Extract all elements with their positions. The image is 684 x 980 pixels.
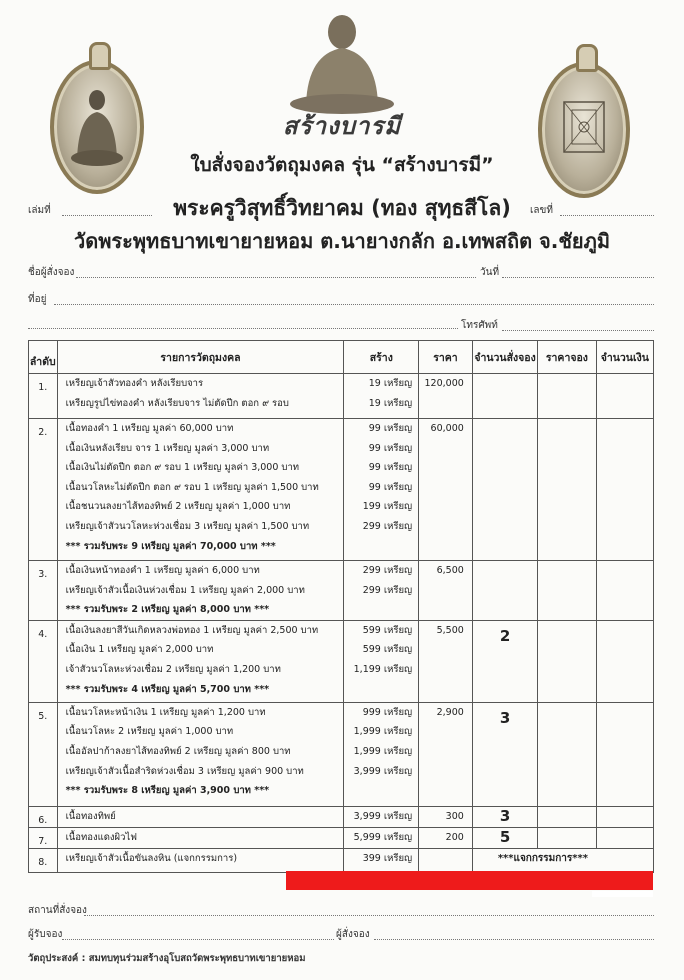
- item-line: เนื้อเงินหลังเรียบ จาร 1 เหรียญ มูลค่า 3,000 บาท: [65, 442, 270, 454]
- item-line: เนื้อทองทิพย์: [65, 810, 116, 822]
- row-made: [344, 561, 419, 621]
- order-qty-value: 5: [499, 827, 511, 846]
- row-made: [344, 806, 419, 827]
- row-order-price[interactable]: [538, 702, 596, 806]
- row-no: 6.: [29, 806, 58, 827]
- qty-line: 999 เหรียญ: [362, 706, 413, 718]
- item-line: เนื้อเงินไม่ตัดปีก ตอก ๙ รอบ 1 เหรียญ มูลค่า 3,000 บาท: [65, 462, 300, 474]
- item-line: เหรียญเจ้าสัวเนื้อเงินห่วงเชื่อม 1 เหรียญ มูลค่า 2,000 บาท: [65, 584, 305, 596]
- address-field-2[interactable]: [28, 327, 458, 329]
- orderer-name-field[interactable]: [76, 276, 476, 278]
- price-value: 60,000: [430, 423, 464, 434]
- phone-label: โทรศัพท์: [461, 320, 498, 331]
- qty-line: 3,999 เหรียญ: [353, 810, 413, 822]
- row-price: [419, 561, 473, 621]
- row-order-price[interactable]: [538, 419, 596, 561]
- item-line: เนื้อนวโลหะไม่ตัดปีก ตอก ๙ รอบ 1 เหรียญ มูลค่า 1,500 บาท: [65, 481, 319, 493]
- receiver-label: ผู้รับจอง: [28, 929, 63, 940]
- orderer-name-label: ชื่อผู้สั่งจอง: [28, 267, 75, 278]
- redaction-bar: [286, 871, 653, 890]
- row-order-qty[interactable]: [472, 419, 537, 561]
- table-row: [29, 419, 654, 561]
- row-no: 7.: [29, 827, 58, 848]
- order-qty-value: [473, 419, 537, 425]
- order-qty-value: 2: [499, 626, 511, 645]
- medal-bail: [576, 44, 598, 72]
- row-no: 5.: [29, 702, 58, 806]
- price-value: 2,900: [436, 706, 464, 718]
- qty-line: 99 เหรียญ: [368, 423, 413, 434]
- place-field[interactable]: [84, 914, 654, 916]
- committee-note: ***แจกกรรมการ***: [497, 852, 588, 864]
- table-row: [29, 806, 654, 827]
- row-order-price[interactable]: [538, 806, 596, 827]
- row-no: 1.: [29, 374, 58, 419]
- price-value: [419, 849, 472, 869]
- item-line: เนื้อนวโลหะหน้าเงิน 1 เหรียญ มูลค่า 1,200 บาท: [65, 706, 266, 718]
- item-line: เนื้อทองแดงผิวไฟ: [65, 831, 137, 843]
- item-line: เนื้อเงินหน้าทองคำ 1 เหรียญ มูลค่า 6,000 บาท: [65, 565, 260, 576]
- address-field-1[interactable]: [54, 303, 654, 305]
- qty-line: 1,999 เหรียญ: [353, 745, 413, 757]
- qty-line: 299 เหรียญ: [362, 584, 413, 596]
- monk-name: พระครูวิสุทธิ์วิทยาคม (ทอง สุทฺธสีโล): [173, 196, 511, 220]
- row-order-price[interactable]: [538, 620, 596, 702]
- no-label: เลขที่: [530, 205, 553, 216]
- price-value: 6,500: [436, 565, 464, 576]
- item-line: เนื้อชนวนลงยาไส้ทองทิพย์ 2 เหรียญ มูลค่า 1,000 บาท: [65, 501, 291, 513]
- row-items: [57, 848, 344, 872]
- date-label: วันที่: [480, 267, 500, 278]
- col-made: สร้าง: [344, 341, 419, 374]
- row-no: 4.: [29, 620, 58, 702]
- order-qty-value: [473, 561, 537, 567]
- qty-line: 5,999 เหรียญ: [353, 831, 413, 843]
- date-field[interactable]: [502, 276, 654, 278]
- form-title: ใบสั่งจองวัตถุมงคล รุ่น “สร้างบารมี”: [190, 154, 494, 176]
- committee-note-cell: [472, 848, 653, 872]
- row-items: [57, 374, 344, 419]
- table-row: [29, 848, 654, 872]
- price-value: 200: [445, 831, 464, 843]
- row-amount[interactable]: [596, 620, 653, 702]
- items-table: [28, 340, 654, 873]
- row-order-qty[interactable]: [472, 374, 537, 419]
- item-summary: *** รวมรับพระ 4 เหรียญ มูลค่า 5,700 บาท ***: [65, 683, 270, 695]
- table-row: [29, 620, 654, 702]
- row-made: [344, 848, 419, 872]
- qty-line: 1,999 เหรียญ: [353, 726, 413, 738]
- place-label: สถานที่สั่งจอง: [28, 905, 87, 916]
- row-made: [344, 702, 419, 806]
- table-header-row: [29, 341, 654, 374]
- item-line: เนื้อเงินลงยาสีวันเกิดหลวงพ่อทอง 1 เหรียญ มูลค่า 2,500 บาท: [65, 624, 319, 636]
- no-field[interactable]: [560, 214, 654, 216]
- table-row: [29, 827, 654, 848]
- qty-line: 599 เหรียญ: [362, 624, 413, 636]
- row-price: [419, 419, 473, 561]
- receiver-field[interactable]: [62, 938, 334, 940]
- row-items: [57, 620, 344, 702]
- row-amount[interactable]: [596, 374, 653, 419]
- item-line: เหรียญเจ้าสัวนวโลหะห่วงเชื่อม 3 เหรียญ มูลค่า 1,500 บาท: [65, 520, 310, 532]
- qty-line: 99 เหรียญ: [368, 442, 413, 454]
- row-amount[interactable]: [596, 806, 653, 827]
- row-amount[interactable]: [596, 561, 653, 621]
- item-summary: *** รวมรับพระ 8 เหรียญ มูลค่า 3,900 บาท ***: [65, 785, 270, 797]
- row-order-price[interactable]: [538, 827, 596, 848]
- row-items: [57, 561, 344, 621]
- row-order-price[interactable]: [538, 561, 596, 621]
- row-items: [57, 827, 344, 848]
- order-qty-value: [473, 374, 537, 380]
- col-order-qty: จำนวนสั่งจอง: [472, 341, 537, 374]
- row-made: [344, 419, 419, 561]
- qty-line: 99 เหรียญ: [368, 481, 413, 493]
- qty-line: 1,199 เหรียญ: [353, 663, 413, 675]
- table-row: [29, 374, 654, 419]
- row-order-qty[interactable]: [472, 620, 537, 702]
- row-order-price[interactable]: [538, 374, 596, 419]
- row-price: [419, 702, 473, 806]
- row-order-qty[interactable]: [472, 702, 537, 806]
- medal-bail: [89, 42, 111, 70]
- row-items: [57, 419, 344, 561]
- item-summary: *** รวมรับพระ 2 เหรียญ มูลค่า 8,000 บาท ***: [65, 604, 270, 616]
- price-value: 5,500: [436, 624, 464, 636]
- col-amount: จำนวนเงิน: [596, 341, 653, 374]
- row-order-qty[interactable]: [472, 561, 537, 621]
- orderer-sign-field[interactable]: [374, 938, 654, 940]
- qty-line: 399 เหรียญ: [362, 852, 413, 864]
- book-no-field[interactable]: [62, 214, 152, 216]
- book-no-label: เล่มที่: [28, 205, 51, 216]
- row-price: [419, 620, 473, 702]
- monk-portrait: [282, 6, 402, 116]
- item-line: เหรียญรูปไข่ทองคำ หลังเรียบจาร ไม่ตัดปีก ตอก ๙ รอบ: [65, 397, 289, 409]
- row-items: [57, 806, 344, 827]
- qty-line: 299 เหรียญ: [362, 565, 413, 576]
- item-line: เจ้าสัวนวโลหะห่วงเชื่อม 2 เหรียญ มูลค่า 1,200 บาท: [65, 663, 281, 675]
- orderer-sign-label: ผู้สั่งจอง: [336, 929, 370, 940]
- redaction-box: [592, 891, 653, 897]
- col-items: รายการวัตถุมงคล: [57, 341, 344, 374]
- phone-field[interactable]: [502, 329, 654, 331]
- logo-text: สร้างบารมี: [282, 111, 402, 140]
- qty-line: 299 เหรียญ: [362, 520, 413, 532]
- item-line: เหรียญเจ้าสัวทองคำ หลังเรียบจาร: [65, 378, 204, 389]
- row-price: [419, 827, 473, 848]
- item-line: เหรียญเจ้าสัวเนื้อสำริดห่วงเชื่อม 3 เหรียญ มูลค่า 900 บาท: [65, 765, 304, 777]
- item-line: เนื้ออัลปาก้าลงยาไส้ทองทิพย์ 2 เหรียญ มูลค่า 800 บาท: [65, 745, 291, 757]
- temple-address: วัดพระพุทธบาทเขายายหอม ต.นายางกลัก อ.เทพสถิต จ.ชัยภูมิ: [73, 229, 610, 253]
- col-price: ราคา: [419, 341, 473, 374]
- item-line: เนื้อทองคำ 1 เหรียญ มูลค่า 60,000 บาท: [65, 423, 234, 434]
- row-amount[interactable]: [596, 827, 653, 848]
- item-line: เนื้อเงิน 1 เหรียญ มูลค่า 2,000 บาท: [65, 644, 214, 656]
- address-label: ที่อยู่: [28, 294, 47, 305]
- qty-line: 199 เหรียญ: [362, 501, 413, 513]
- row-no: 8.: [29, 848, 58, 872]
- item-line: เนื้อนวโลหะ 2 เหรียญ มูลค่า 1,000 บาท: [65, 726, 234, 738]
- item-line: เหรียญเจ้าสัวเนื้อขันลงหิน (แจกกรรมการ): [65, 852, 238, 864]
- row-made: [344, 374, 419, 419]
- price-value: 120,000: [424, 378, 464, 389]
- row-no: 3.: [29, 561, 58, 621]
- qty-line: 99 เหรียญ: [368, 462, 413, 474]
- qty-line: 3,999 เหรียญ: [353, 765, 413, 777]
- row-order-qty[interactable]: [472, 806, 537, 827]
- row-order-qty[interactable]: [472, 827, 537, 848]
- qty-line: 599 เหรียญ: [362, 644, 413, 656]
- col-order-price: ราคาจอง: [538, 341, 596, 374]
- row-amount[interactable]: [596, 702, 653, 806]
- row-no: 2.: [29, 419, 58, 561]
- table-row: [29, 561, 654, 621]
- purpose-text: วัตถุประสงค์ : สมทบทุนร่วมสร้างอุโบสถวัดพระพุทธบาทเขายายหอม: [28, 953, 306, 964]
- col-no: ลำดับ: [29, 341, 58, 374]
- row-made: [344, 620, 419, 702]
- table-row: [29, 702, 654, 806]
- order-qty-value: 3: [499, 708, 511, 727]
- order-qty-value: 3: [499, 806, 511, 825]
- row-amount[interactable]: [596, 419, 653, 561]
- row-made: [344, 827, 419, 848]
- qty-line: 19 เหรียญ: [368, 378, 413, 389]
- row-price: [419, 374, 473, 419]
- item-summary: *** รวมรับพระ 9 เหรียญ มูลค่า 70,000 บาท ***: [65, 540, 276, 552]
- price-value: 300: [445, 810, 464, 822]
- row-price: [419, 806, 473, 827]
- row-items: [57, 702, 344, 806]
- row-price: [419, 848, 473, 872]
- qty-line: 19 เหรียญ: [368, 397, 413, 409]
